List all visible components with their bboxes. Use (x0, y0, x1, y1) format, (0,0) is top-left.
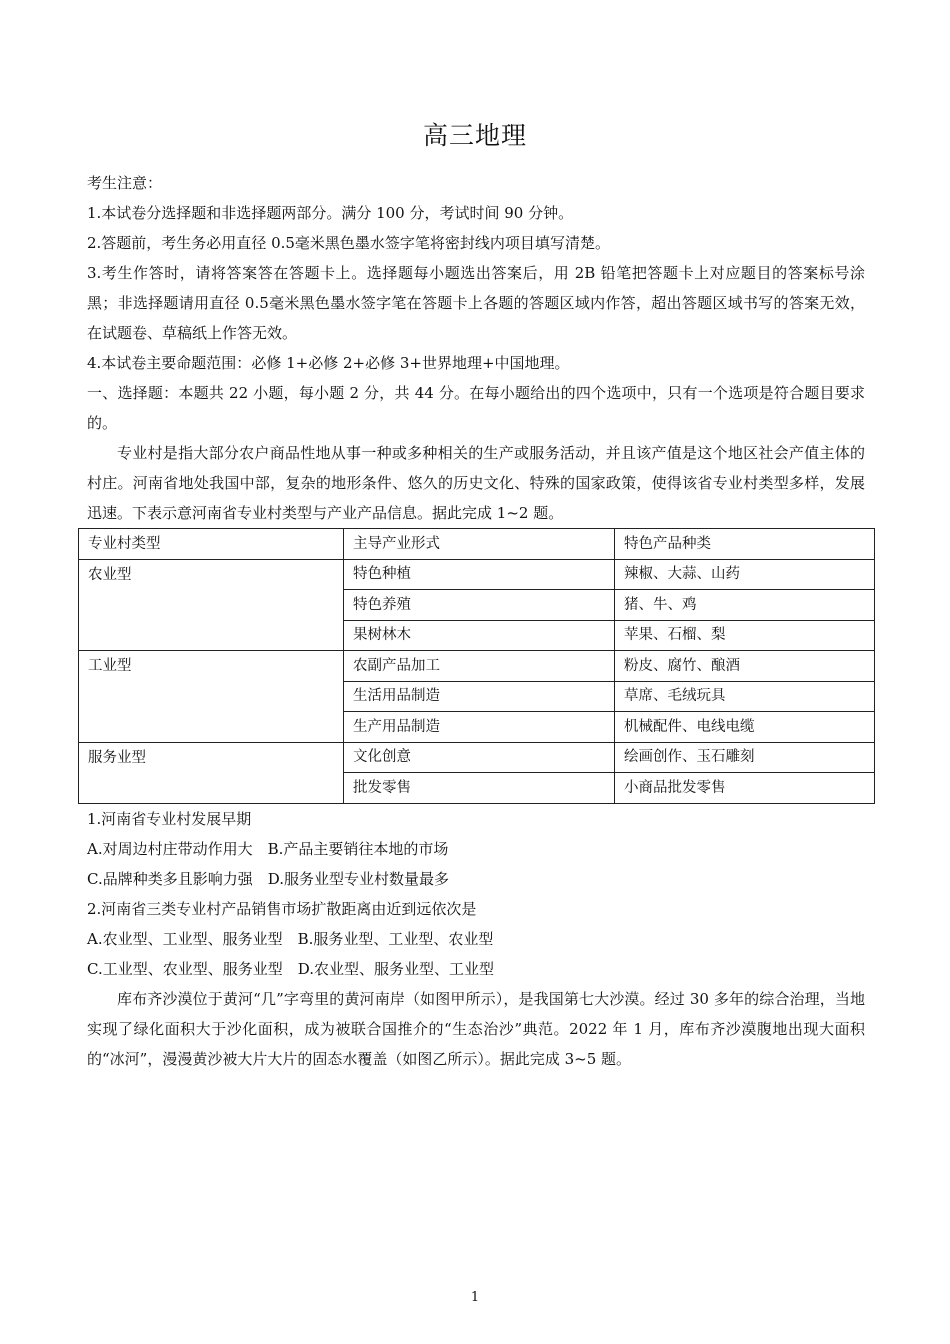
form-cell: 农副产品加工 (344, 651, 615, 682)
village-type-table (78, 528, 875, 804)
notice-1: 1.本试卷分选择题和非选择题两部分。满分 100 分，考试时间 90 分钟。 (87, 204, 574, 222)
form-cell: 生活用品制造 (344, 681, 615, 712)
passage-1: 专业村是指大部分农户商品性地从事一种或多种相关的生产或服务活动，并且该产值是这个地区社会产值主体的村庄。河南省地处我国中部，复杂的地形条件、悠久的历史文化、特殊的国家政策，使得该省专业村类型多样，发展迅速。下表示意河南省专业村类型与产业产品信息。据此完成 1~2 题。 (87, 444, 865, 522)
products-cell: 苹果、石榴、梨 (615, 620, 875, 651)
form-cell: 特色养殖 (344, 590, 615, 621)
page-number: 1 (470, 1290, 480, 1305)
table-header: 主导产业形式 (344, 529, 615, 560)
products-cell: 绘画创作、玉石雕刻 (615, 742, 875, 773)
type-cell: 服务业型 (79, 742, 344, 803)
table-header-row (79, 529, 875, 560)
question-1-options-cd: C.品牌种类多且影响力强 D.服务业型专业村数量最多 (87, 869, 449, 888)
form-cell: 文化创意 (344, 742, 615, 773)
products-cell: 粉皮、腐竹、酿酒 (615, 651, 875, 682)
form-cell: 生产用品制造 (344, 712, 615, 743)
table-row (79, 742, 875, 773)
form-cell: 特色种植 (344, 559, 615, 590)
form-cell: 批发零售 (344, 773, 615, 804)
content (87, 168, 865, 1074)
question-1-options-ab: A.对周边村庄带动作用大 B.产品主要销往本地的市场 (87, 839, 449, 858)
passage-2: 库布齐沙漠位于黄河“几”字弯里的黄河南岸（如图甲所示），是我国第七大沙漠。经过 30 多年的综合治理，当地实现了绿化面积大于沙化面积，成为被联合国推介的“生态治沙”典范。2022 年 1 月，库布齐沙漠腹地出现大面积的“冰河”，漫漫黄沙被大片大片的固态水覆盖（如图乙所示）。据此完成 3~5 题。 (87, 989, 865, 1068)
products-cell: 辣椒、大蒜、山药 (615, 559, 875, 590)
products-cell: 小商品批发零售 (615, 773, 875, 804)
notice-4: 4.本试卷主要命题范围：必修 1+必修 2+必修 3+世界地理+中国地理。 (87, 354, 570, 372)
section-heading: 一、选择题：本题共 22 小题，每小题 2 分，共 44 分。在每小题给出的四个选项中，只有一个选项是符合题目要求的。 (87, 384, 865, 432)
question-2-options-cd: C.工业型、农业型、服务业型 D.农业型、服务业型、工业型 (87, 959, 494, 978)
form-cell: 果树林木 (344, 620, 615, 651)
question-2-stem: 2.河南省三类专业村产品销售市场扩散距离由近到远依次是 (87, 899, 477, 918)
table-row (79, 651, 875, 682)
type-cell: 工业型 (79, 651, 344, 743)
notice-2: 2.答题前，考生务必用直径 0.5毫米黑色墨水签字笔将密封线内项目填写清楚。 (87, 234, 610, 252)
notice-3: 3.考生作答时，请将答案答在答题卡上。选择题每小题选出答案后，用 2B 铅笔把答题卡上对应题目的答案标号涂黑；非选择题请用直径 0.5毫米黑色墨水签字笔在答题卡上各题的答题区域内作答，超出答题区域书写的答案无效，在试题卷、草稿纸上作答无效。 (87, 264, 865, 342)
notice-heading: 考生注意： (87, 174, 163, 192)
table-row (79, 559, 875, 590)
table-header: 特色产品种类 (615, 529, 875, 560)
table-header: 专业村类型 (79, 529, 344, 560)
page-title: 高三地理 (422, 121, 527, 150)
products-cell: 草席、毛绒玩具 (615, 681, 875, 712)
products-cell: 机械配件、电线电缆 (615, 712, 875, 743)
products-cell: 猪、牛、鸡 (615, 590, 875, 621)
question-2-options-ab: A.农业型、工业型、服务业型 B.服务业型、工业型、农业型 (87, 929, 494, 948)
type-cell: 农业型 (79, 559, 344, 651)
question-1-stem: 1.河南省专业村发展早期 (87, 809, 252, 828)
